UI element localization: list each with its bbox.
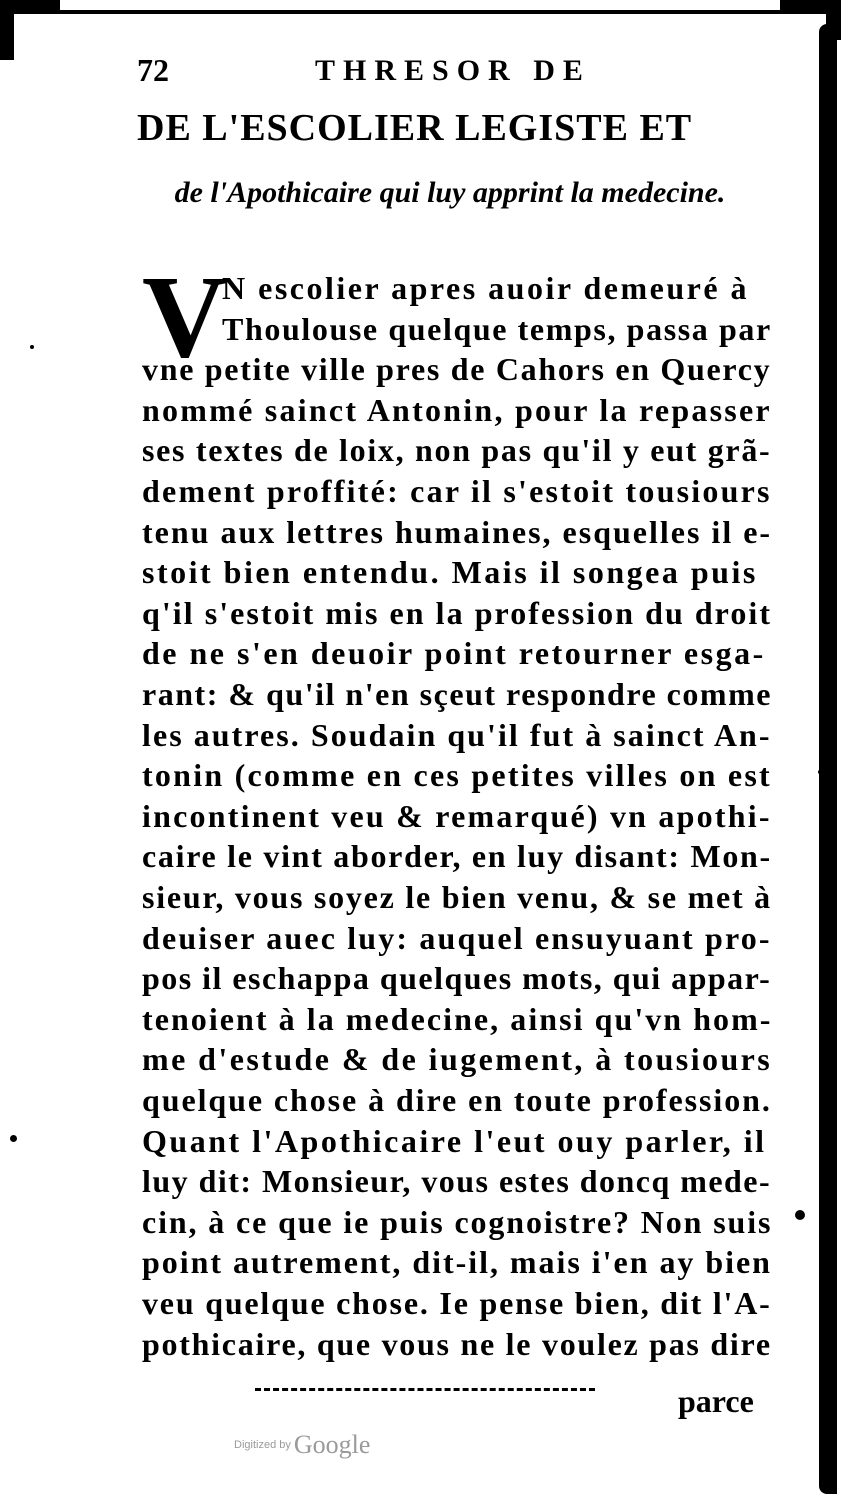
- text-line: Quant l'Apothicaire l'eut ouy parler, il: [142, 1122, 767, 1159]
- ink-spot: [10, 1135, 17, 1142]
- ink-spot: [795, 1210, 805, 1220]
- ink-spot: [818, 770, 822, 774]
- watermark-brand: Google: [293, 1430, 371, 1459]
- page-number: 72: [137, 52, 169, 88]
- text-line: rant: & qu'il n'en sçeut respondre comme: [142, 676, 772, 712]
- text-line: quelque chose à dire en toute profession.: [142, 1082, 772, 1118]
- text-line: de ne s'en deuoir point retourner esga-: [142, 635, 766, 672]
- chapter-title: DE L'ESCOLIER LEGISTE ET: [137, 107, 693, 149]
- text-line: luy dit: Monsieur, vous estes doncq mede-: [142, 1163, 772, 1200]
- text-line: pos il eschappa quelques mots, qui appar-: [142, 960, 772, 997]
- text-line: deuiser auec luy: auquel ensuyuant pro-: [142, 919, 772, 956]
- text-line: cin, à ce que ie puis cognoistre? Non suis: [142, 1203, 773, 1240]
- text-line: q'il s'estoit mis en la profession du droit: [142, 594, 773, 631]
- text-line: N escolier apres auoir demeuré à: [222, 270, 750, 306]
- text-line: incontinent veu & remarqué) vn apothi-: [142, 797, 772, 834]
- text-line: nommé sainct Antonin, pour la repasser: [142, 391, 772, 428]
- text-line: caire le vint aborder, en luy disant: Mon-: [142, 838, 772, 875]
- text-line: ses textes de loix, non pas qu'il y eut grã-: [142, 432, 772, 469]
- running-title: THRESOR DE: [315, 54, 591, 87]
- underline-rule: [255, 1388, 595, 1391]
- text-line: tenu aux lettres humaines, esquelles il e-: [142, 513, 773, 550]
- scan-edge-gap: [60, 0, 780, 10]
- chapter-subtitle: de l'Apothicaire qui luy apprint la medecine.: [174, 176, 726, 209]
- text-line: tenoient à la medecine, ainsi qu'vn hom-: [142, 1000, 773, 1037]
- text-line: stoit bien entendu. Mais il songea puis: [142, 554, 758, 591]
- text-line: veu quelque chose. Ie pense bien, dit l'A-: [142, 1285, 772, 1321]
- text-line: les autres. Soudain qu'il fut à sainct An-: [142, 716, 772, 753]
- text-line: tonin (comme en ces petites villes on est: [142, 757, 772, 794]
- text-line: dement proffité: car il s'estoit tousiours: [142, 473, 772, 509]
- text-line: point autrement, dit-il, mais i'en ay bien: [142, 1244, 772, 1281]
- text-line: Thoulouse quelque temps, passa par: [222, 310, 772, 347]
- scan-edge-right: [819, 24, 837, 1494]
- page-header: [137, 52, 777, 92]
- text-line: me d'estude & de iugement, à tousiours: [142, 1041, 773, 1078]
- drop-cap: V: [142, 251, 228, 382]
- text-line: sieur, vous soyez le bien venu, & se met à: [142, 879, 772, 915]
- text-line: pothicaire, que vous ne le voulez pas dire: [142, 1325, 772, 1362]
- ink-spot: [30, 345, 34, 349]
- text-line: vne petite ville pres de Cahors en Quercy: [142, 351, 772, 388]
- scan-edge-left: [0, 0, 14, 60]
- catchword: parce: [678, 1383, 754, 1419]
- watermark-prefix: Digitized by: [234, 1439, 291, 1451]
- digitization-watermark: [234, 1430, 370, 1460]
